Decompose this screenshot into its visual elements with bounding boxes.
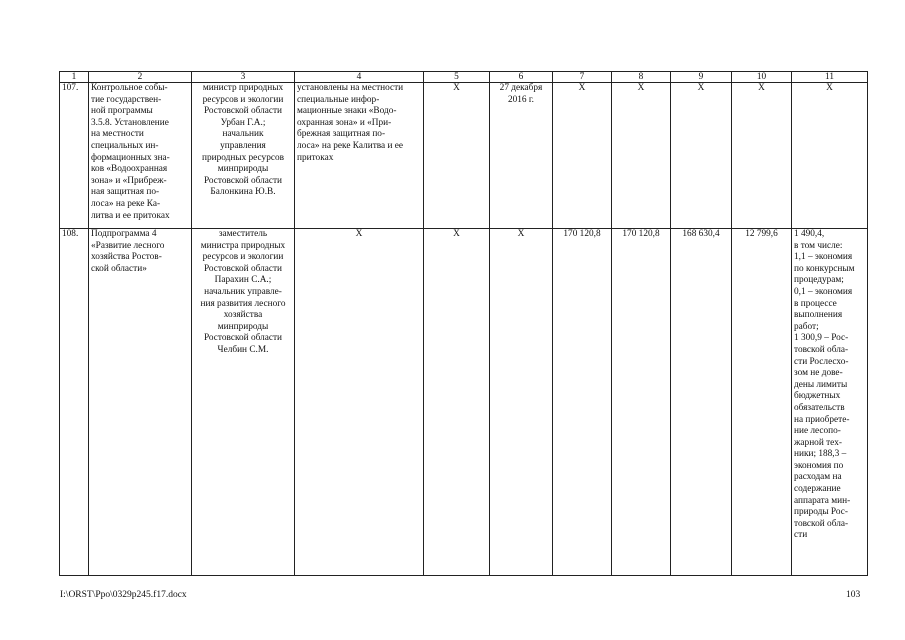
result-cell: X	[295, 229, 424, 576]
table-header-row	[60, 72, 868, 83]
row-number: 107.	[60, 83, 89, 229]
table-row	[60, 229, 868, 576]
event-name-cell: Подпрограмма 4 «Развитие лесного хозяйства Ростов- ской области»	[89, 229, 192, 576]
column-number-6: 6	[490, 72, 553, 83]
cell-col-5: X	[424, 229, 490, 576]
column-number-1: 1	[60, 72, 89, 83]
report-table	[59, 71, 868, 576]
column-number-7: 7	[553, 72, 612, 83]
date-cell: X	[490, 229, 553, 576]
column-number-4: 4	[295, 72, 424, 83]
row-number: 108.	[60, 229, 89, 576]
cell-col-11: X	[792, 83, 868, 229]
column-number-10: 10	[732, 72, 792, 83]
column-number-5: 5	[424, 72, 490, 83]
column-number-8: 8	[612, 72, 671, 83]
event-name-cell: Контрольное собы- тие государствен- ной программы 3.5.8. Установление на местности специальных ин- формационных зна- ков «Водоохранная зона» и «Прибреж- ная защитная по- лоса» на реке Ка- литва и ее притоках	[89, 83, 192, 229]
responsible-cell: заместитель министра природных ресурсов и экологии Ростовской области Парахин С.А.; начальник управле- ния развития лесного хозяйства минприроды Ростовской области Челбин С.М.	[192, 229, 295, 576]
planned-amount-cell: 170 120,8	[553, 229, 612, 576]
date-cell: 27 декабря 2016 г.	[490, 83, 553, 229]
cell-col-9: X	[671, 83, 732, 229]
table-row	[60, 83, 868, 229]
spent-amount-cell: 168 630,4	[671, 229, 732, 576]
savings-notes-cell: 1 490,4, в том числе: 1,1 – экономия по конкурсным процедурам; 0,1 – экономия в процессе выполнения работ; 1 300,9 – Рос- товской обла- сти Рослесхо- зом не дове- дены лимиты бюджетных обязательств на приобрете- ние лесопо- жарной тех- ники; 188,3 – экономия по расходам на содержание аппарата мин- природы Рос- товской обла- сти	[792, 229, 868, 576]
budgeted-amount-cell: 170 120,8	[612, 229, 671, 576]
cell-col-8: X	[612, 83, 671, 229]
column-number-3: 3	[192, 72, 295, 83]
contracted-amount-cell: 12 799,6	[732, 229, 792, 576]
cell-col-10: X	[732, 83, 792, 229]
cell-col-7: X	[553, 83, 612, 229]
column-number-2: 2	[89, 72, 192, 83]
cell-col-5: X	[424, 83, 490, 229]
column-number-9: 9	[671, 72, 732, 83]
responsible-cell: министр природных ресурсов и экологии Ростовской области Урбан Г.А.; начальник управления природных ресурсов минприроды Ростовской области Балонкина Ю.В.	[192, 83, 295, 229]
footer-file-path: I:\ORST\Ppo\0329p245.f17.docx	[60, 590, 187, 600]
result-cell: установлены на местности специальные инфор- мационные знаки «Водо- охранная зона» и «При- брежная защитная по- лоса» на реке Калитва и ее притоках	[295, 83, 424, 229]
column-number-11: 11	[792, 72, 868, 83]
page-number: 103	[846, 590, 861, 600]
